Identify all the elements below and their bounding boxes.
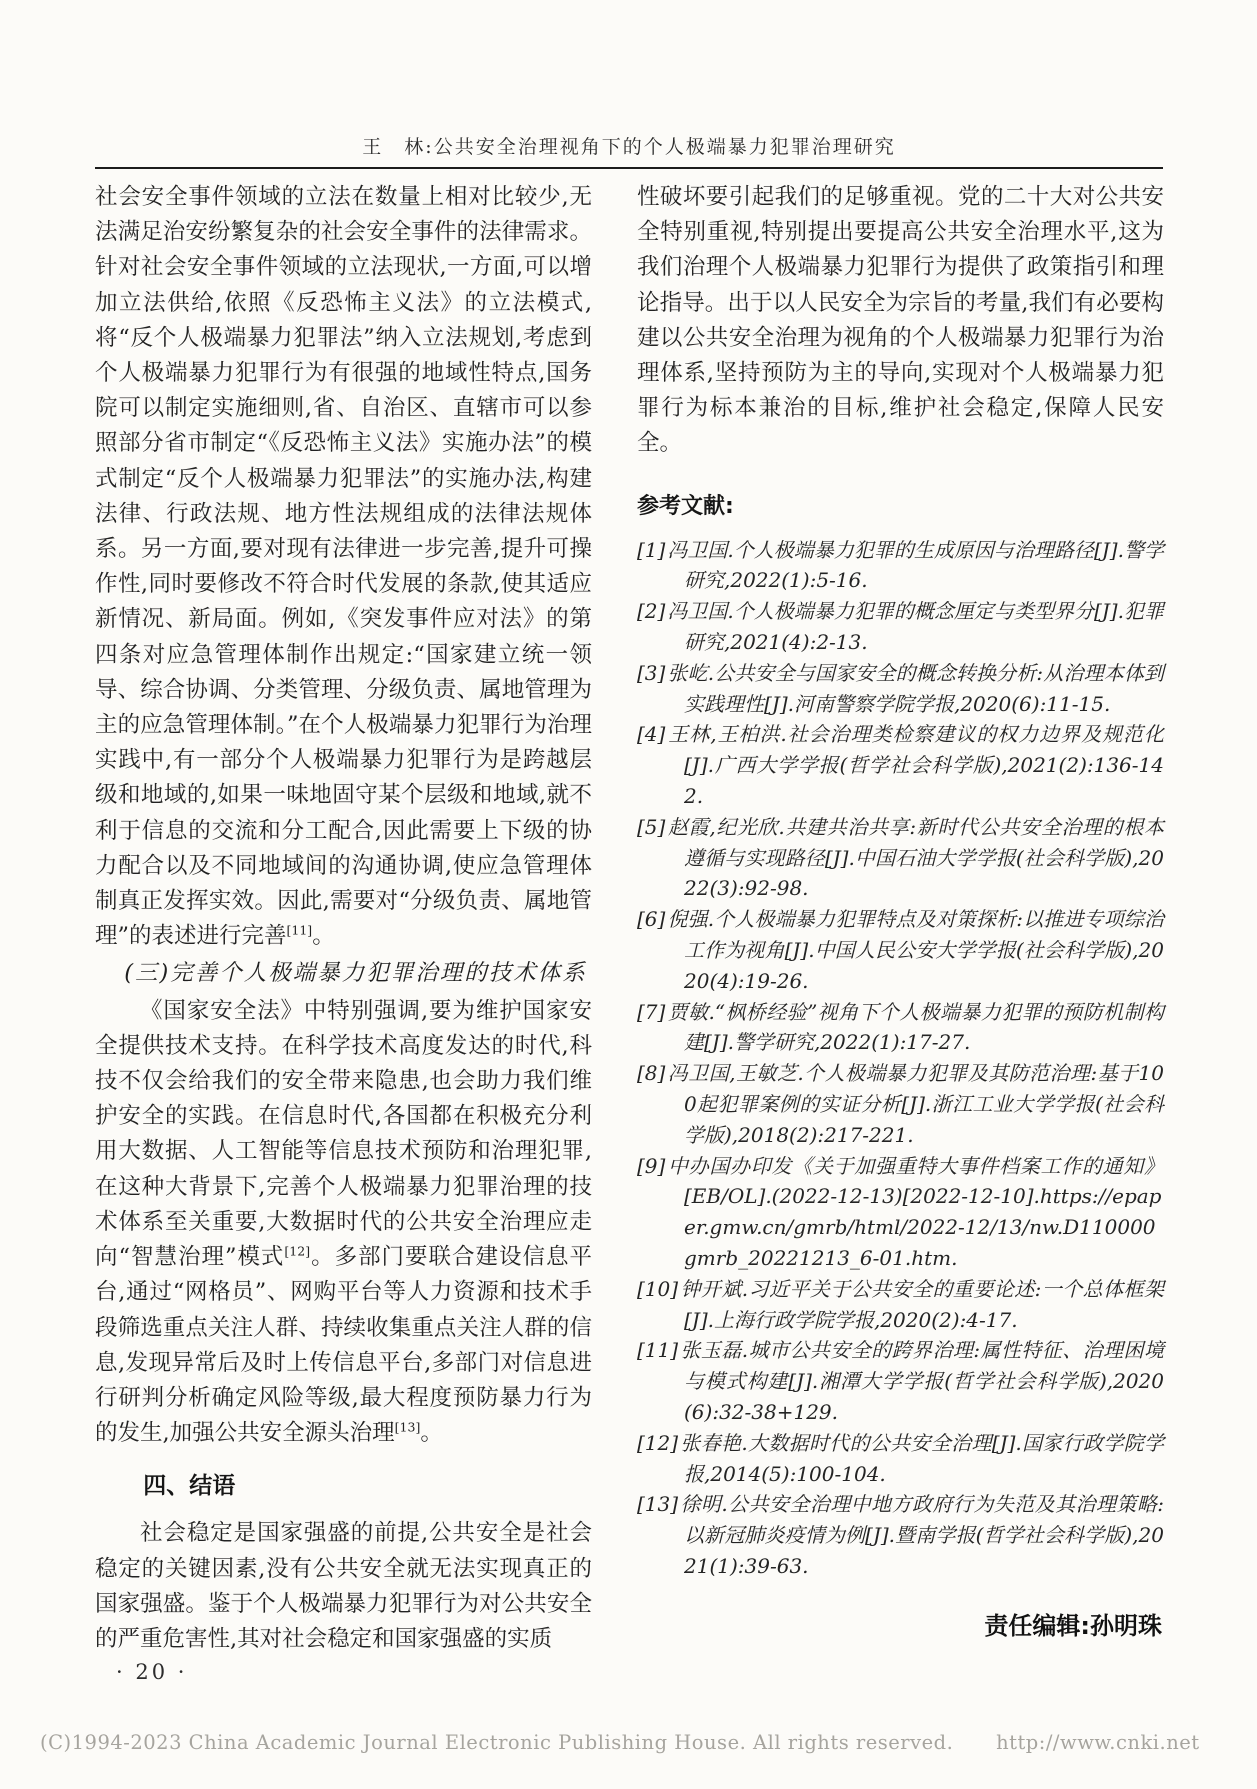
reference-item (637, 596, 1164, 658)
reference-number: [9] (637, 1153, 666, 1178)
paragraph-text: 社会安全事件领域的立法在数量上相对比较少,无法满足治安纷繁复杂的社会安全事件的法律需求。针对社会安全事件领域的立法现状,一方面,可以增加立法供给,依照《反恐怖主义法》的立法模式,将“反个人极端暴力犯罪法”纳入立法规划,考虑到个人极端暴力犯罪行为有很强的地域性特点,国务院可以制定实施细则,省、自治区、直辖市可以参照部分省市制定“《反恐怖主义法》实施办法”的模式制定“反个人极端暴力犯罪法”的实施办法,构建法律、行政法规、地方性法规组成的法律法规体系。另一方面,要对现有法律进一步完善,提升可操作性,同时要修改不符合时代发展的条款,使其适应新情况、新局面。例如,《突发事件应对法》的第四条对应急管理体制作出规定:“国家建立统一领导、综合协调、分类管理、分级负责、属地管理为主的应急管理体制。”在个人极端暴力犯罪行为治理实践中,有一部分个人极端暴力犯罪行为是跨越层级和地域的,如果一味地固守某个层级和地域,就不利于信息的交流和分工配合,因此需要上下级的协力配合以及不同地域间的沟通协调,使应急管理体制真正发挥实效。因此,需要对“分级负责、属地管理”的表述进行完善 (95, 184, 592, 950)
editor-line: 责任编辑:孙明珠 (984, 1611, 1162, 1640)
paragraph (95, 994, 592, 1452)
subsection-heading: (三)完善个人极端暴力犯罪治理的技术体系 (124, 960, 587, 987)
reference-number: [13] (637, 1492, 679, 1517)
reference-number: [6] (637, 907, 666, 932)
reference-number: [2] (637, 599, 666, 624)
reference-number: [12] (637, 1430, 679, 1455)
citation-superscript: [13] (394, 1419, 421, 1435)
paragraph: 社会稳定是国家强盛的前提,公共安全是社会稳定的关键因素,没有公共安全就无法实现真正的国家强盛。鉴于个人极端暴力犯罪行为对公共安全的严重危害性,其对社会稳定和国家强盛的实质 (95, 1520, 592, 1652)
reference-text: 王林,王柏洪.社会治理类检察建议的权力边界及规范化[J].广西大学学报(哲学社会科学版),2021(2):136-142. (667, 722, 1164, 808)
reference-item (637, 1428, 1164, 1490)
section-heading: 四、结语 (143, 1473, 236, 1500)
running-header (95, 132, 1163, 159)
reference-item (637, 719, 1164, 811)
reference-text: 中办国办印发《关于加强重特大事件档案工作的通知》[EB/OL].(2022-12-13)[2022-12-10].https://epaper.gmw.cn/gmrb/html/2022-12/13/nw.D110000gmrb_20221213_6-01.htm. (667, 1153, 1164, 1270)
paragraph-text: 。多部门要联合建设信息平台,通过“网格员”、网购平台等人力资源和技术手段筛选重点关注人群、持续收集重点关注人群的信息,发现异常后及时上传信息平台,多部门对信息进行研判分析确定风险等级,最大程度预防暴力行为的发生,加强公共安全源头治理 (95, 1244, 592, 1447)
reference-text: 张春艳.大数据时代的公共安全治理[J].国家行政学院学报,2014(5):100-104. (680, 1430, 1164, 1486)
reference-number: [11] (637, 1338, 679, 1363)
citation-superscript: [11] (286, 922, 313, 938)
paragraph-continuation (95, 180, 592, 954)
citation-superscript: [12] (284, 1243, 311, 1259)
reference-number: [3] (637, 660, 666, 685)
reference-text: 倪强.个人极端暴力犯罪特点及对策探析:以推进专项综治工作为视角[J].中国人民公安大学学报(社会科学版),2020(4):19-26. (667, 907, 1164, 993)
reference-text: 冯卫国.个人极端暴力犯罪的概念厘定与类型界分[J].犯罪研究,2021(4):2-13. (667, 599, 1164, 655)
reference-item (637, 1151, 1164, 1274)
reference-item (637, 1274, 1164, 1336)
running-header-title: 王 林:公共安全治理视角下的个人极端暴力犯罪治理研究 (362, 136, 896, 158)
reference-item (637, 904, 1164, 996)
page-number: · 20 · (116, 1660, 188, 1684)
reference-item (637, 812, 1164, 904)
reference-number: [1] (637, 537, 666, 562)
reference-item (637, 1058, 1164, 1150)
paragraph-continuation: 性破坏要引起我们的足够重视。党的二十大对公共安全特别重视,特别提出要提高公共安全治理水平,这为我们治理个人极端暴力犯罪行为提供了政策指引和理论指导。出于以人民安全为宗旨的考量,我们有必要构建以公共安全治理为视角的个人极端暴力犯罪行为治理体系,坚持预防为主的导向,实现对个人极端暴力犯罪行为标本兼治的目标,维护社会稳定,保障人民安全。 (637, 184, 1164, 457)
copyright-url: http://www.cnki.net (996, 1731, 1200, 1754)
right-column (637, 180, 1164, 1641)
reference-text: 张屹.公共安全与国家安全的概念转换分析:从治理本体到实践理性[J].河南警察学院学报,2020(6):11-15. (667, 660, 1164, 716)
paragraph-text: 《国家安全法》中特别强调,要为维护国家安全提供技术支持。在科学技术高度发达的时代,科技不仅会给我们的安全带来隐患,也会助力我们维护安全的实践。在信息时代,各国都在积极充分利用大数据、人工智能等信息技术预防和治理犯罪,在这种大背景下,完善个人极端暴力犯罪治理的技术体系至关重要,大数据时代的公共安全治理应走向“智慧治理”模式 (95, 997, 592, 1271)
copyright-line (40, 1731, 1200, 1754)
reference-item (637, 535, 1164, 597)
reference-item (637, 1335, 1164, 1427)
paragraph-text: 。 (420, 1420, 443, 1447)
references-heading: 参考文献: (637, 493, 734, 519)
paragraph-text: 。 (312, 923, 335, 950)
reference-text: 张玉磊.城市公共安全的跨界治理:属性特征、治理困境与模式构建[J].湘潭大学学报(哲学社会科学版),2020(6):32-38+129. (680, 1338, 1164, 1424)
reference-number: [4] (637, 722, 666, 747)
left-column (95, 180, 592, 1657)
reference-text: 钟开斌.习近平关于公共安全的重要论述:一个总体框架[J].上海行政学院学报,2020(2):4-17. (680, 1276, 1164, 1332)
reference-text: 贾敏.“枫桥经验”视角下个人极端暴力犯罪的预防机制构建[J].警学研究,2022(1):17-27. (667, 999, 1164, 1055)
reference-text: 冯卫国.个人极端暴力犯罪的生成原因与治理路径[J].警学研究,2022(1):5-16. (667, 537, 1164, 593)
reference-number: [5] (637, 814, 666, 839)
copyright-text: (C)1994-2023 China Academic Journal Electronic Publishing House. All rights reserved. (40, 1731, 954, 1754)
reference-number: [8] (637, 1061, 666, 1086)
references-list (637, 535, 1164, 1582)
reference-item (637, 1489, 1164, 1581)
reference-item (637, 997, 1164, 1059)
reference-number: [10] (637, 1276, 679, 1301)
reference-number: [7] (637, 999, 666, 1024)
reference-text: 徐明.公共安全治理中地方政府行为失范及其治理策略:以新冠肺炎疫情为例[J].暨南学报(哲学社会科学版),2021(1):39-63. (680, 1492, 1164, 1578)
header-rule (95, 167, 1163, 169)
reference-text: 赵霞,纪光欣.共建共治共享:新时代公共安全治理的根本遵循与实现路径[J].中国石油大学学报(社会科学版),2022(3):92-98. (667, 814, 1164, 901)
reference-item (637, 658, 1164, 720)
reference-text: 冯卫国,王敏芝.个人极端暴力犯罪及其防范治理:基于100起犯罪案例的实证分析[J].浙江工业大学学报(社会科学版),2018(2):217-221. (667, 1061, 1164, 1147)
